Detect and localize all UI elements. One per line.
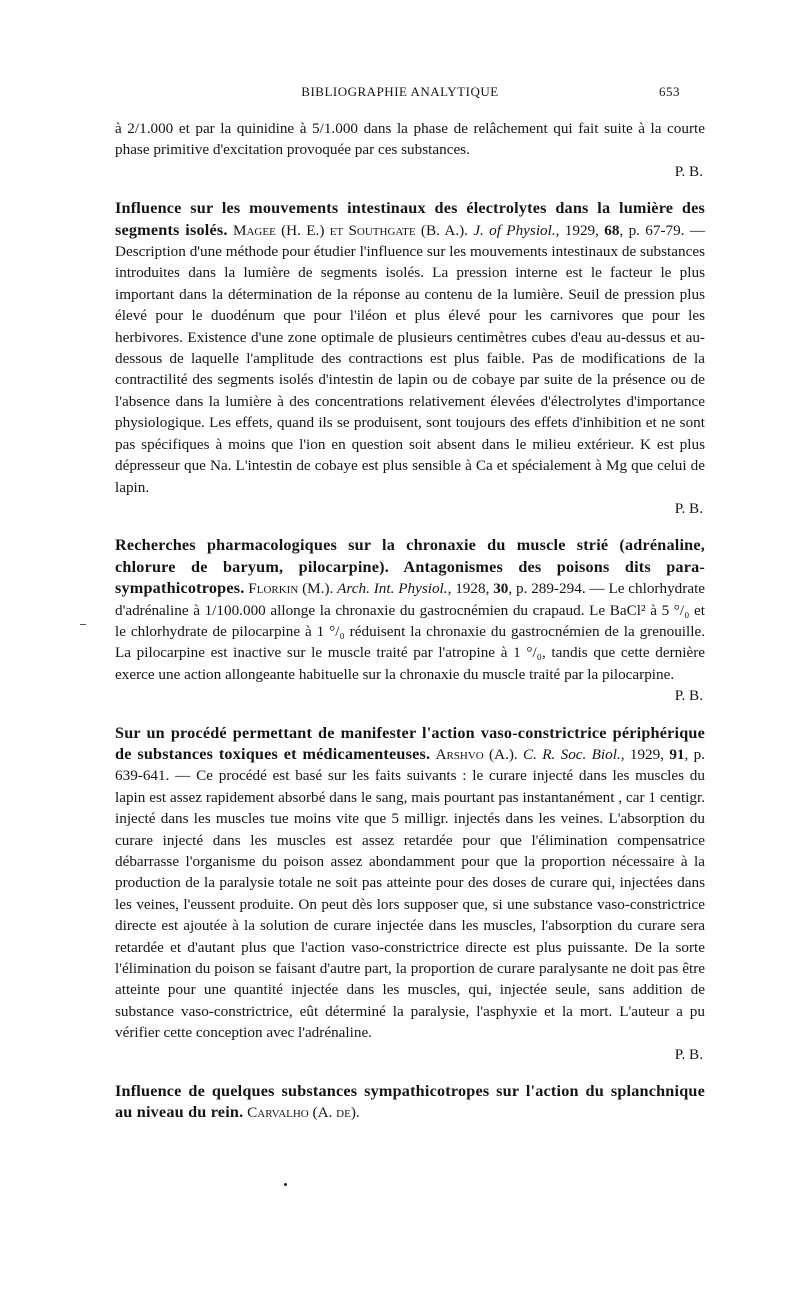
bibliography-entry	[115, 723, 705, 1066]
entry-volume: 68	[604, 221, 620, 239]
continuation-paragraph: à 2/1.000 et par la quinidine à 5/1.000 dans la phase de relâchement qui fait suite à la courte phase primitive d'excitation provoquée par ces substances.	[115, 120, 705, 159]
running-header	[0, 84, 800, 104]
page-number: 653	[659, 84, 680, 99]
entry-year: , 1928,	[447, 580, 494, 598]
bibliography-entry	[115, 198, 705, 519]
signature: P. B.	[674, 499, 703, 517]
body-text	[115, 118, 705, 1124]
entry-authors: Carvalho (A. de).	[247, 1104, 360, 1122]
entry-volume: 91	[669, 745, 685, 763]
entry-volume: 30	[493, 580, 509, 598]
entry-authors: Arshvo (A.).	[435, 745, 518, 763]
entry-year: , 1929,	[620, 745, 670, 763]
entry-year: , 1929,	[555, 221, 605, 239]
bibliography-entry	[115, 535, 705, 706]
entry-title: Influence de quelques substances sympathicotropes sur l'action du splanchnique au niveau du rein.	[115, 1082, 705, 1122]
entry-pages: , p. 289-294. —	[508, 580, 609, 598]
signature: P. B.	[674, 162, 703, 180]
entry-abstract: Le chlorhydrate d'adrénaline à 1/100.000 allonge la chronaxie du gastrocnémien du crapaud. Le BaCl² à 5 °/₀ et le chlorhydrate de pilocarpine à 1 °/₀ réduisent la chronaxie du gastrocnémien de la grenouille. La pilocarpine est inactive sur le muscle traité par l'atropine à 1 °/₀, tandis que cette dernière exerce une action allongeante habituelle sur la chronaxie du muscle traité par la pilocarpine.	[115, 580, 706, 683]
entry-abstract: Description d'une méthode pour étudier l'influence sur les mouvements intestinaux de substances introduites dans la lumière de segments isolés. La pression interne est le facteur le plus important dans la détermination de la réponse au contenu de la lumière. Seuil de pression plus élevé pour le duodénum que pour l'iléon et plus élevé pour les carnivores que pour les herbivores. Existence d'une zone optimale de plusieurs centimètres cubes d'eau au-dessus et au-dessous de laquelle l'amplitude des contractions est plus faible. Pas de modifications de la contractilité des segments isolés d'intestin de lapin ou de cobaye par suite de la présence ou de l'absence dans la lumière à des concentrations relativement élevées d'électrolytes d'importance physiologique. Les effets, quand ils se produisent, sont toujours des effets d'inhibition et ne sont pas spécifiques à moins que l'ion en question soit absent dans le milieu extérieur. K est plus dépresseur que Na. L'intestin de cobaye est plus sensible à Ca et spécialement à Mg que celui de lapin.	[115, 243, 705, 496]
entry-abstract: Ce procédé est basé sur les faits suivants : le curare injecté dans les muscles du lapin est assez rapidement absorbé dans le sang, mais pourtant pas instantanément , car 1 centigr. injecté dans les muscles tue moins vite que 5 milligr. injectés dans les veines. L'absorption du curare injecté dans les muscles est assez retardée pour que l'élimination compensatrice débarrasse l'organisme du poison assez abondamment pour que la proportion nécessaire à la production de la paralysie totale ne soit pas atteinte pour des doses de curare qui, injectées dans les veines, l'eussent produite. On peut dès lors supposer que, si une substance vaso-constrictrice directe est ajoutée à la solution de curare injectée dans les muscles, l'absorption du curare sera retardée et d'autant plus que l'action vaso-constrictrice directe est plus puissante. De la sorte l'élimination du poison se faisant d'autre part, la proportion de curare paralysante ne doit pas être atteinte pour une quantité injectée dans les muscles, qui, injectée seule, sans addition de substance vaso-constrictrice, eût déterminé la paralysie, l'asphyxie et la mort. L'auteur a pu vérifier cette conception avec l'adrénaline.	[115, 767, 705, 1042]
entry-pages: , p. 639-641. —	[115, 745, 705, 785]
entry-journal: Arch. Int. Physiol.	[337, 580, 448, 598]
entry-authors: Magee (H. E.) et Southgate (B. A.).	[232, 221, 468, 239]
bibliography-entry	[115, 1081, 705, 1124]
entry-title: Sur un procédé permettant de manifester l'action vaso-constrictrice périphérique de substances toxiques et médicamenteuses.	[115, 723, 705, 763]
entry-pages: , p. 67-79. —	[619, 221, 706, 239]
margin-mark	[80, 624, 86, 625]
entry-title: Recherches pharmacologiques sur la chronaxie du muscle strié (adrénaline, chlorure de baryum, pilocarpine). Antagonismes des poisons dits para-sympathicotropes.	[115, 536, 705, 598]
signature: P. B.	[674, 687, 703, 705]
entry-journal: J. of Physiol.	[473, 221, 556, 239]
ink-dot	[284, 1183, 287, 1186]
entry-journal: C. R. Soc. Biol.	[523, 745, 621, 763]
entry-title: Influence sur les mouvements intestinaux des électrolytes dans la lumière des segments isolés.	[115, 199, 705, 239]
entry-authors: Florkin (M.).	[248, 580, 334, 598]
signature: P. B.	[674, 1045, 703, 1063]
running-title: BIBLIOGRAPHIE ANALYTIQUE	[301, 84, 499, 99]
